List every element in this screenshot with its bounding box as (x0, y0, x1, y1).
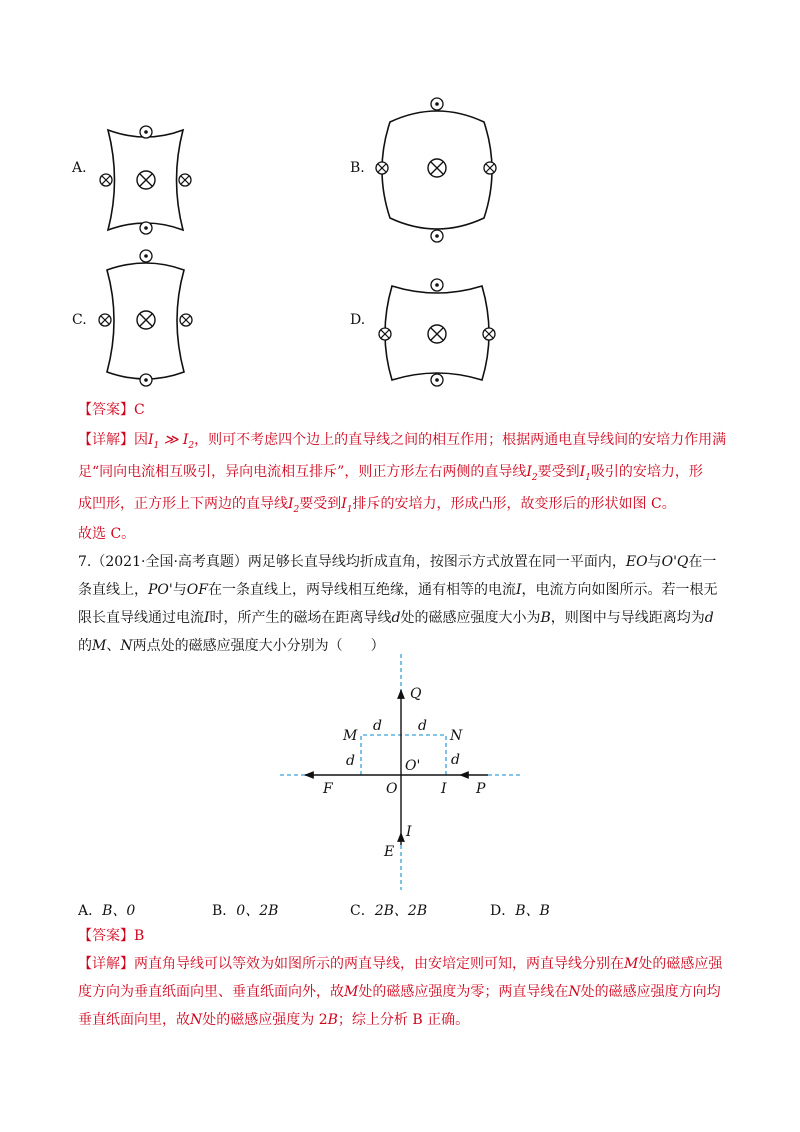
q7-choice-a[interactable] (78, 900, 135, 920)
q7-choice-d[interactable] (490, 900, 550, 920)
text: B． (212, 903, 237, 919)
formula-i1: $I_1$ (341, 496, 353, 515)
label-d-left: d (346, 753, 355, 769)
label-o-prime: O' (405, 758, 421, 774)
q6-conclusion: 故选 C。 (78, 526, 136, 542)
option-b-shape (376, 98, 496, 242)
shape-options-figure (0, 90, 800, 400)
formula-i2: $I_2$ (526, 464, 538, 483)
q6-answer (78, 400, 145, 420)
q6-detail-line2 (78, 462, 703, 488)
text: 0、2B (236, 903, 279, 919)
q6-detail-line3 (78, 494, 676, 520)
q7-detail-line3 (78, 1010, 469, 1030)
text: 条直线上， (78, 582, 148, 598)
text: 处的磁感应强度为 2 (202, 1012, 328, 1028)
text: 足“同向电流相互吸引，异向电流相互排斥”，则正方形左右两侧的直导线 (78, 464, 527, 480)
label-n: N (450, 728, 463, 744)
label-m: M (343, 728, 358, 744)
text: PO' (148, 582, 173, 598)
text: B (327, 1012, 338, 1028)
text: I (515, 582, 522, 598)
text: ，则可不考虑四个边上的直导线之间的相互作用；根据两通电直导线间的安培力作用满 (194, 432, 727, 448)
text: 两直角导线可以等效为如图所示的两直导线，由安培定则可知，两直导线分别在 (134, 956, 624, 972)
text: 处的磁感应强度为零；两直导线在 (358, 984, 569, 1000)
option-d-label: D. (350, 312, 366, 328)
q7-answer (78, 926, 144, 946)
text: M (92, 638, 107, 654)
text: 两点处的磁感应强度大小分别为（ ） (132, 638, 385, 654)
label-o: O (386, 781, 398, 797)
text: N (190, 1012, 203, 1028)
label-q: Q (410, 686, 422, 702)
q7-stem-line2 (78, 580, 717, 600)
label-p: P (476, 781, 486, 797)
text: N (568, 984, 581, 1000)
text: 在一条直线上，两导线相互绝缘，通有相等的电流 (207, 582, 516, 598)
text: 吸引的安培力，形 (590, 464, 703, 480)
q7-stem-line3 (78, 608, 714, 628)
text: ，则图中与导线距离均为 (550, 610, 705, 626)
q7-detail-line1 (78, 954, 722, 974)
text: 要受到 (299, 496, 342, 512)
q7-choice-c[interactable] (350, 900, 427, 920)
text: A． (78, 903, 103, 919)
dashed-square (361, 735, 446, 775)
label-e: E (384, 844, 395, 860)
text: 处的磁感应强度大小为 (400, 610, 541, 626)
text: 与 (647, 554, 662, 570)
text: 处的磁感应强度方向均 (580, 984, 721, 1000)
text: C． (350, 903, 375, 919)
q7-number: 7. (78, 554, 92, 570)
text: 度方向为垂直纸面向里、垂直纸面向外，故 (78, 984, 344, 1000)
text: N (120, 638, 133, 654)
q7-source: （2021·全国·高考真题） (91, 554, 248, 570)
text: 排斥的安培力，形成凸形，故变形后的形状如图 C。 (352, 496, 676, 512)
label-d-top-right: d (418, 718, 427, 734)
q6-answer-value: C (134, 402, 145, 418)
text: I (204, 610, 210, 626)
q7-stem-line1 (78, 552, 716, 572)
text: B、0 (102, 903, 136, 919)
option-b-label: B. (350, 160, 365, 176)
q6-detail-tag: 【详解】 (78, 432, 134, 448)
label-d-top-left: d (373, 718, 382, 734)
text: 2B、2B (374, 903, 428, 919)
q7-choice-b[interactable] (212, 900, 278, 920)
text: B (540, 610, 551, 626)
text: 在一 (688, 554, 717, 570)
text: 的 (78, 638, 92, 654)
text: 垂直纸面向里，故 (78, 1012, 190, 1028)
text: O'Q (661, 554, 689, 570)
text: d (391, 610, 401, 626)
text: 时，所产生的磁场在距离导线 (209, 610, 392, 626)
q7-answer-value: B (134, 928, 145, 944)
text: M (344, 984, 359, 1000)
text: 两足够长直导线均折成直角，按图示方式放置在同一平面内， (247, 554, 626, 570)
label-d-right: d (451, 752, 460, 768)
q6-answer-tag: 【答案】 (78, 402, 134, 418)
q7-diagram (0, 650, 800, 900)
text: 、 (106, 638, 121, 654)
q7-detail-tag: 【详解】 (78, 956, 134, 972)
text: 处的磁感应强 (638, 956, 723, 972)
option-d-shape (379, 279, 495, 386)
option-a-shape (100, 126, 191, 234)
option-c-label: C. (72, 312, 87, 328)
text: D． (490, 903, 516, 919)
text: M (624, 956, 639, 972)
formula-i1-gg-i2: $I_1$ ≫ $I_2$ (148, 432, 195, 451)
q7-answer-tag: 【答案】 (78, 928, 134, 944)
label-i-horizontal: I (441, 781, 447, 797)
formula-i2: $I_2$ (288, 496, 300, 515)
text: EO (625, 554, 648, 570)
text: 成凹形，正方形上下两边的直导线 (78, 496, 288, 512)
text: 因 (134, 432, 148, 448)
text: B、B (515, 903, 550, 919)
text: 与 (172, 582, 187, 598)
q7-detail-line2 (78, 982, 721, 1002)
q6-detail-line1 (78, 430, 726, 456)
text: 要受到 (537, 464, 580, 480)
option-c-shape (99, 250, 192, 386)
text: ，电流方向如图所示。若一根无 (521, 582, 718, 598)
text: OF (186, 582, 208, 598)
text: ；综上分析 B 正确。 (337, 1012, 470, 1028)
formula-i1: $I_1$ (579, 464, 591, 483)
option-a-label: A. (72, 160, 87, 176)
label-f: F (323, 781, 333, 797)
text: d (704, 610, 714, 626)
label-i-vertical: I (406, 824, 412, 840)
text: 限长直导线通过电流 (78, 610, 204, 626)
